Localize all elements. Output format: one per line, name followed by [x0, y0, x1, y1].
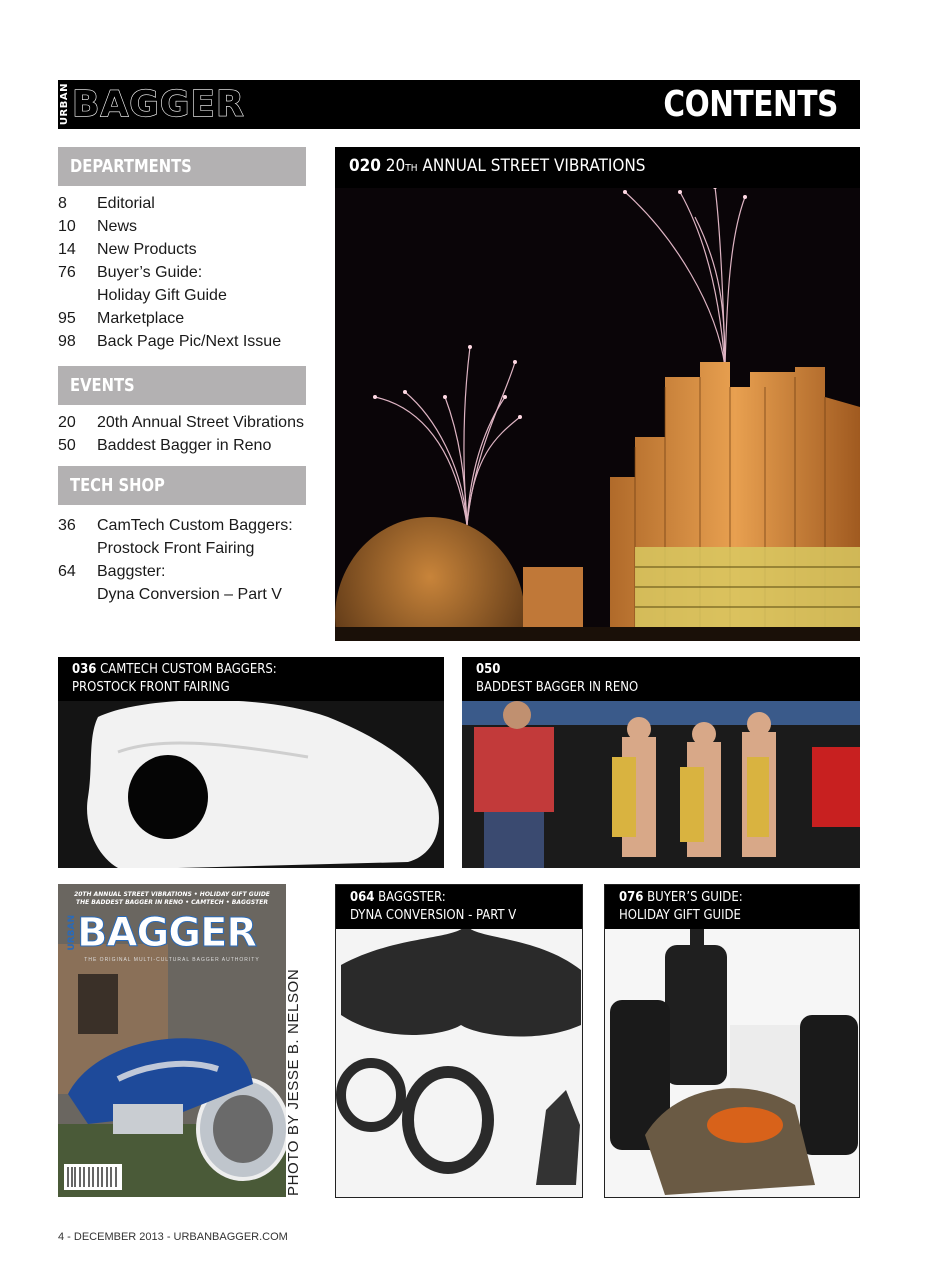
feature-street-vibrations[interactable] [335, 147, 860, 641]
fireworks-photo [335, 147, 860, 641]
gift-products-photo [605, 885, 860, 1198]
page-footer: 4 - DECEMBER 2013 - URBANBAGGER.COM [58, 1231, 288, 1243]
feature-buyers-guide-caption: 076 BUYER’S GUIDE: HOLIDAY GIFT GUIDE [605, 885, 859, 929]
toc-entry[interactable] [58, 514, 318, 537]
toc-entry[interactable] [58, 537, 318, 560]
feature-baggster[interactable] [335, 884, 583, 1198]
departments-list [58, 192, 318, 353]
feature-camtech[interactable] [58, 657, 444, 868]
toc-entry[interactable] [58, 411, 318, 434]
feature-baggster-caption: 064 BAGGSTER: DYNA CONVERSION - PART V [336, 885, 582, 929]
toc-entry[interactable] [58, 583, 318, 606]
toc-page-number: 50 [58, 437, 76, 454]
toc-page-number: 10 [58, 218, 76, 235]
toc-entry-title: Back Page Pic/Next Issue [97, 333, 282, 350]
toc-entry[interactable] [58, 307, 318, 330]
toc-entry[interactable] [58, 330, 318, 353]
toc-page-number [58, 583, 97, 606]
feature-camtech-caption: 036 CAMTECH CUSTOM BAGGERS: PROSTOCK FRONT FAIRING [58, 657, 444, 701]
toc-entry-title: Dyna Conversion – Part V [97, 586, 282, 603]
toc-page-number: 76 [58, 264, 76, 281]
toc-entry-title: Prostock Front Fairing [97, 540, 255, 557]
cover-taglines: 20TH ANNUAL STREET VIBRATIONS • HOLIDAY GIFT GUIDE THE BADDEST BAGGER IN RENO • CAMTECH • BAGGSTER [74, 891, 270, 906]
toc-entry[interactable] [58, 192, 318, 215]
events-list [58, 411, 318, 457]
toc-entry[interactable] [58, 215, 318, 238]
toc-entry[interactable] [58, 284, 318, 307]
toc-entry-title: Baddest Bagger in Reno [97, 437, 272, 454]
page-title: CONTENTS [663, 84, 838, 125]
events-heading: EVENTS [58, 366, 306, 405]
toc-entry-title: 20th Annual Street Vibrations [97, 414, 304, 431]
toc-entry[interactable] [58, 261, 318, 284]
toc-entry-title: New Products [97, 241, 197, 258]
feature-buyers-guide[interactable] [604, 884, 860, 1198]
logo-bagger-text: BAGGER [72, 83, 245, 125]
toc-entry-title: Buyer’s Guide: [97, 264, 203, 281]
cover-subtitle: THE ORIGINAL MULTI-CULTURAL BAGGER AUTHORITY [84, 957, 260, 963]
departments-heading: DEPARTMENTS [58, 147, 306, 186]
toc-page-number: 98 [58, 333, 76, 350]
toc-entry[interactable] [58, 238, 318, 261]
dyna-parts-photo [336, 885, 583, 1198]
toc-entry-title: Marketplace [97, 310, 185, 327]
toc-entry-title: CamTech Custom Baggers: [97, 517, 293, 534]
toc-entry[interactable] [58, 434, 318, 457]
logo-urban-text: URBAN [59, 83, 70, 126]
toc-entry[interactable] [58, 560, 318, 583]
toc-page-number [58, 537, 97, 560]
toc-entry-title: Holiday Gift Guide [97, 287, 227, 304]
tech-shop-list [58, 514, 318, 606]
toc-entry-title: News [97, 218, 138, 235]
photo-credit: PHOTO BY JESSE B. NELSON [285, 968, 302, 1196]
toc-page-number: 20 [58, 414, 76, 431]
feature-street-vibrations-caption: 020 20TH ANNUAL STREET VIBRATIONS [335, 147, 860, 188]
tech-shop-heading: TECH SHOP [58, 466, 306, 505]
magazine-cover[interactable] [58, 884, 286, 1197]
toc-page-number [58, 284, 97, 307]
cover-logo: URBAN BAGGER [67, 910, 257, 956]
toc-page-number: 8 [58, 195, 67, 212]
feature-baddest-bagger-caption: 050 BADDEST BAGGER IN RENO [462, 657, 860, 701]
toc-page-number: 64 [58, 563, 76, 580]
toc-entry-title: Baggster: [97, 563, 166, 580]
feature-baddest-bagger[interactable] [462, 657, 860, 868]
toc-page-number: 36 [58, 517, 76, 534]
toc-page-number: 95 [58, 310, 76, 327]
toc-page-number: 14 [58, 241, 76, 258]
urban-bagger-logo [60, 84, 245, 125]
masthead [58, 80, 860, 129]
toc-entry-title: Editorial [97, 195, 155, 212]
